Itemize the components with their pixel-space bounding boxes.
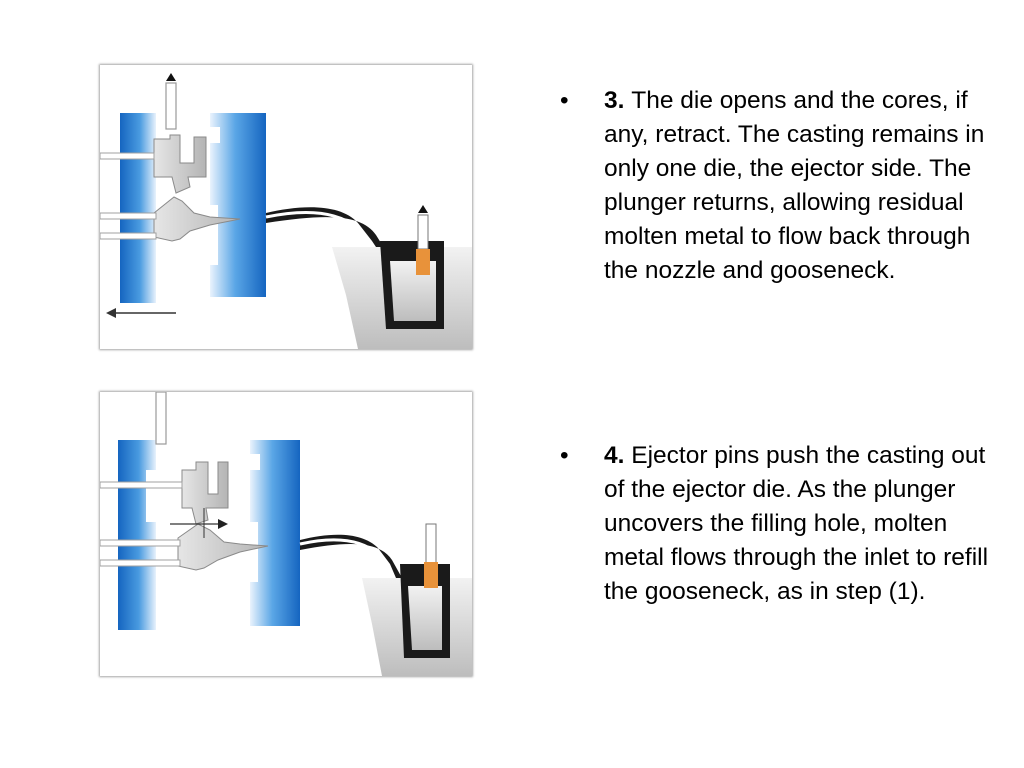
left-arrow-icon [106, 308, 116, 318]
bullet-body [604, 439, 994, 609]
bullet-dot: • [560, 442, 569, 469]
core-rod [156, 392, 166, 444]
ejector-pin [100, 482, 182, 488]
ejector-pin [100, 540, 180, 546]
up-arrow-icon [418, 205, 428, 213]
plunger-rod [426, 524, 436, 564]
diagram-step-3 [100, 65, 472, 349]
ejector-pin [100, 233, 156, 239]
bullet-dot: • [560, 87, 569, 114]
core-rod [166, 83, 176, 129]
casting-sprue [178, 524, 268, 570]
diagram-step-4 [100, 392, 472, 676]
right-arrow-icon [218, 519, 228, 529]
step-description: Ejector pins push the casting out of the ejector die. As the plunger uncovers the filling hole, molten metal flows through the inlet to refill the gooseneck, as in step (1). [604, 442, 989, 605]
ejector-pin [100, 153, 154, 159]
casting [182, 462, 228, 524]
cover-die [250, 440, 300, 626]
ejector-die [118, 440, 156, 630]
cover-die [210, 113, 266, 297]
step-number: 4. [604, 442, 632, 469]
plunger-head [416, 249, 430, 275]
step-description: The die opens and the cores, if any, retract. The casting remains in only one die, the ejector side. The plunger returns, allowing residual molten metal to flow back through the nozzle and gooseneck. [604, 87, 985, 284]
up-arrow-icon [166, 73, 176, 81]
plunger-rod [418, 215, 428, 249]
plunger-head [424, 562, 438, 588]
bullet-body [604, 84, 994, 288]
casting [154, 135, 206, 193]
ejector-pin [100, 213, 156, 219]
ejector-pin [100, 560, 180, 566]
step-number: 3. [604, 87, 632, 114]
ejector-die [120, 113, 156, 303]
